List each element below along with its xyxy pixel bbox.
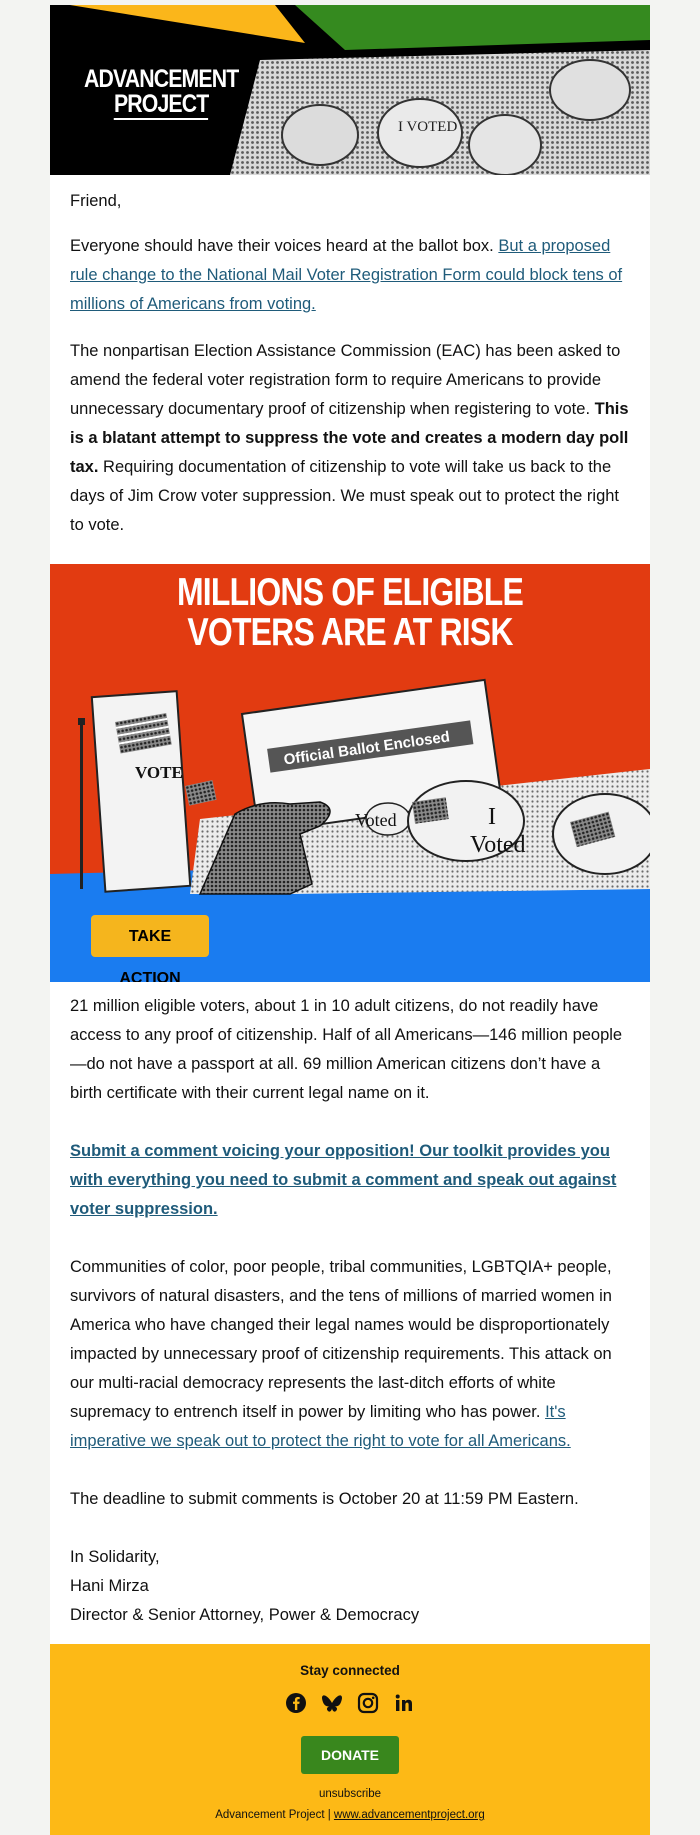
- hero-title-line2: VOTERS ARE AT RISK: [187, 611, 513, 654]
- logo: [84, 67, 238, 120]
- vote-sign-text: VOTE: [135, 763, 183, 782]
- header-banner: [50, 5, 650, 175]
- main-content: [50, 982, 650, 1644]
- rule-change-link[interactable]: But a proposed rule change to the National Mail Voter Registration Form could block tens of millions of Americans from voting.: [70, 237, 623, 313]
- eac-paragraph: [70, 337, 630, 540]
- signature-block: [70, 1543, 630, 1644]
- signer-title: Director & Senior Attorney, Power & Democracy: [70, 1606, 420, 1624]
- org-name: Advancement Project |: [215, 1809, 334, 1821]
- greeting: Friend,: [70, 192, 122, 210]
- take-action-button[interactable]: TAKE ACTION: [91, 915, 209, 957]
- logo-line1: ADVANCEMENT: [84, 65, 239, 93]
- social-links: [50, 1692, 650, 1718]
- org-address: [50, 1808, 650, 1823]
- facebook-icon[interactable]: [285, 1692, 307, 1714]
- sticker-small-voted: Voted: [355, 810, 397, 830]
- eac-bold-text: This is a blatant attempt to suppress the vote and creates a modern day poll tax.: [70, 400, 629, 476]
- bluesky-icon[interactable]: [321, 1692, 343, 1714]
- linkedin-icon[interactable]: [393, 1692, 415, 1714]
- intro-text: Everyone should have their voices heard at the ballot box.: [70, 237, 499, 255]
- stats-paragraph: 21 million eligible voters, about 1 in 10 adult citizens, do not readily have access to any proof of citizenship. Half of all Americans—146 million people—do not have a passport at all. 69 million American citizens don’t have a birth certificate with their current legal name on it.: [70, 997, 623, 1102]
- submit-comment-link[interactable]: Submit a comment voicing your opposition! Our toolkit provides you with everything you need to submit a comment and speak out against voter suppression.: [70, 1142, 617, 1218]
- communities-text: Communities of color, poor people, tribal communities, LGBTQIA+ people, survivors of natural disasters, and the tens of millions of married women in America who have changed their legal names would be disproportionately impacted by unnecessary proof of citizenship requirements. This attack on our multi-racial democracy represents the last-ditch efforts of white supremacy to entrench itself in power by limiting who has power.: [70, 1258, 612, 1421]
- unsubscribe-link[interactable]: unsubscribe: [318, 1788, 381, 1800]
- communities-paragraph: [70, 1253, 630, 1456]
- sign-off: In Solidarity,: [70, 1548, 160, 1566]
- hero-title-line1: MILLIONS OF ELIGIBLE: [176, 571, 524, 614]
- deadline-text: The deadline to submit comments is October 20 at 11:59 PM Eastern.: [70, 1490, 579, 1508]
- eac-text: The nonpartisan Election Assistance Commission (EAC) has been asked to amend the federal voter registration form to require Americans to provide unnecessary documentary proof of citizenship when registering to vote.: [70, 342, 621, 418]
- speak-out-link[interactable]: It's imperative we speak out to protect the right to vote for all Americans.: [70, 1403, 571, 1450]
- sticker-text: I VOTED: [398, 119, 458, 135]
- stay-connected-label: Stay connected: [300, 1663, 400, 1678]
- sticker-voted: Voted: [470, 832, 526, 858]
- website-link[interactable]: www.advancementproject.org: [333, 1809, 485, 1821]
- envelope-text: Official Ballot Enclosed: [282, 728, 451, 769]
- hero-title: [104, 573, 596, 653]
- donate-button[interactable]: DONATE: [301, 1736, 399, 1774]
- intro-content: [50, 175, 650, 540]
- footer: [50, 1644, 650, 1835]
- hero-image: [50, 564, 650, 982]
- sticker-i: I: [488, 804, 496, 830]
- cta-paragraph: [70, 1137, 630, 1224]
- logo-line2: PROJECT: [113, 90, 209, 118]
- email-container: [50, 5, 650, 1835]
- intro-paragraph: [70, 232, 630, 319]
- signer-name: Hani Mirza: [70, 1577, 149, 1595]
- eac-rest-text: Requiring documentation of citizenship to vote will take us back to the days of Jim Crow voter suppression. We must speak out to protect the right to vote.: [70, 458, 620, 534]
- instagram-icon[interactable]: [357, 1692, 379, 1714]
